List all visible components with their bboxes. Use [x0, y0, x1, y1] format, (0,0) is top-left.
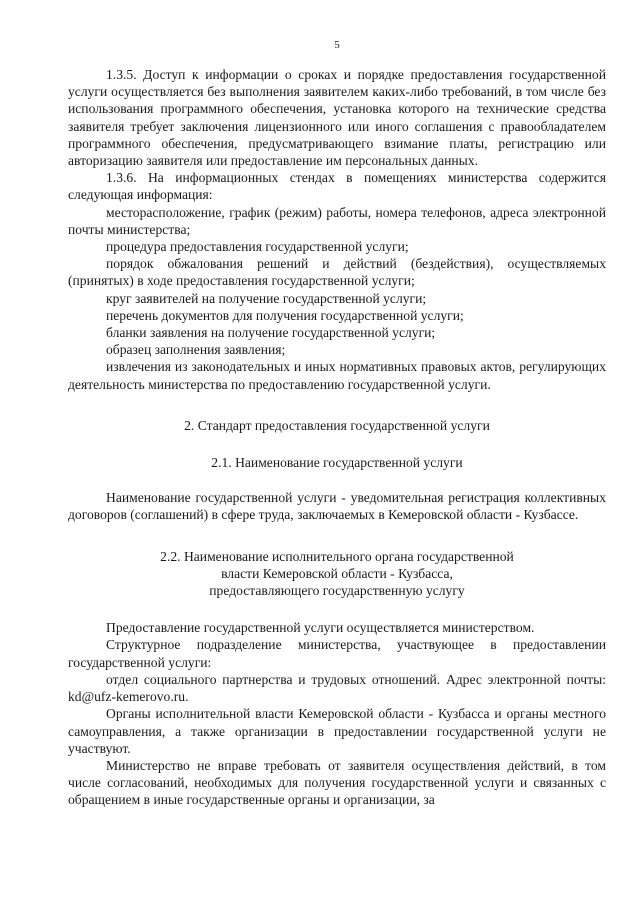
list-item: бланки заявления на получение государственной услуги;	[106, 325, 436, 341]
list-item: месторасположение, график (режим) работы, номера телефонов, адреса электронной почты министерства;	[68, 204, 606, 237]
subsection-2-1-text: Наименование государственной услуги - уведомительная регистрация коллективных договоров (соглашений) в сфере труда, заключаемых в Кемеровской области - Кузбассе.	[68, 490, 606, 523]
heading-line: предоставляющего государственную услугу	[209, 583, 465, 599]
list-item: перечень документов для получения государственной услуги;	[106, 307, 464, 323]
paragraph-1-3-5: 1.3.5. Доступ к информации о сроках и порядке предоставления государственной услуги осуществляется без выполнения заявителем каких-либо требований, в том числе без использования программного обеспечения, установка которого на технические средства заявителя требует заключения лицензионного или иного соглашения с правообладателем программного обеспечения, предусматривающего взимание платы, регистрацию или авторизацию заявителя или предоставление им персональных данных.	[68, 67, 606, 169]
heading-line: 2.2. Наименование исполнительного органа государственной	[160, 548, 514, 564]
subsection-2-1-heading: 2.1. Наименование государственной услуги	[211, 455, 463, 471]
paragraph: Предоставление государственной услуги осуществляется министерством.	[106, 620, 535, 636]
list-item: круг заявителей на получение государственной услуги;	[106, 290, 427, 306]
list-item: извлечения из законодательных и иных нормативных правовых актов, регулирующих деятельность министерства по предоставлению государственной услуги.	[68, 359, 606, 392]
heading-line: власти Кемеровской области - Кузбасса,	[221, 565, 453, 581]
list-item: процедура предоставления государственной услуги;	[106, 239, 409, 255]
paragraph: Органы исполнительной власти Кемеровской области - Кузбасса и органы местного самоуправления, а также организации в предоставлении государственной услуги не участвуют.	[68, 706, 606, 756]
info-stand-list	[68, 204, 606, 393]
paragraph: Структурное подразделение министерства, участвующее в предоставлении государственной услуги:	[68, 637, 606, 670]
section-2-heading: 2. Стандарт предоставления государственной услуги	[184, 417, 490, 433]
subsection-2-2-heading	[68, 548, 606, 600]
page-number: 5	[334, 39, 340, 51]
paragraph: отдел социального партнерства и трудовых отношений. Адрес электронной почты: kd@ufz-kemerovo.ru.	[68, 671, 606, 705]
paragraph: Министерство не вправе требовать от заявителя осуществления действий, в том числе согласований, необходимых для получения государственной услуги и связанных с обращением в иные государственные органы и организации, за	[68, 757, 606, 808]
list-item: образец заполнения заявления;	[106, 342, 286, 358]
list-item: порядок обжалования решений и действий (бездействия), осуществляемых (принятых) в ходе предоставления государственной услуги;	[68, 256, 606, 289]
paragraph-1-3-6: 1.3.6. На информационных стендах в помещениях министерства содержится следующая информация:	[68, 170, 606, 203]
